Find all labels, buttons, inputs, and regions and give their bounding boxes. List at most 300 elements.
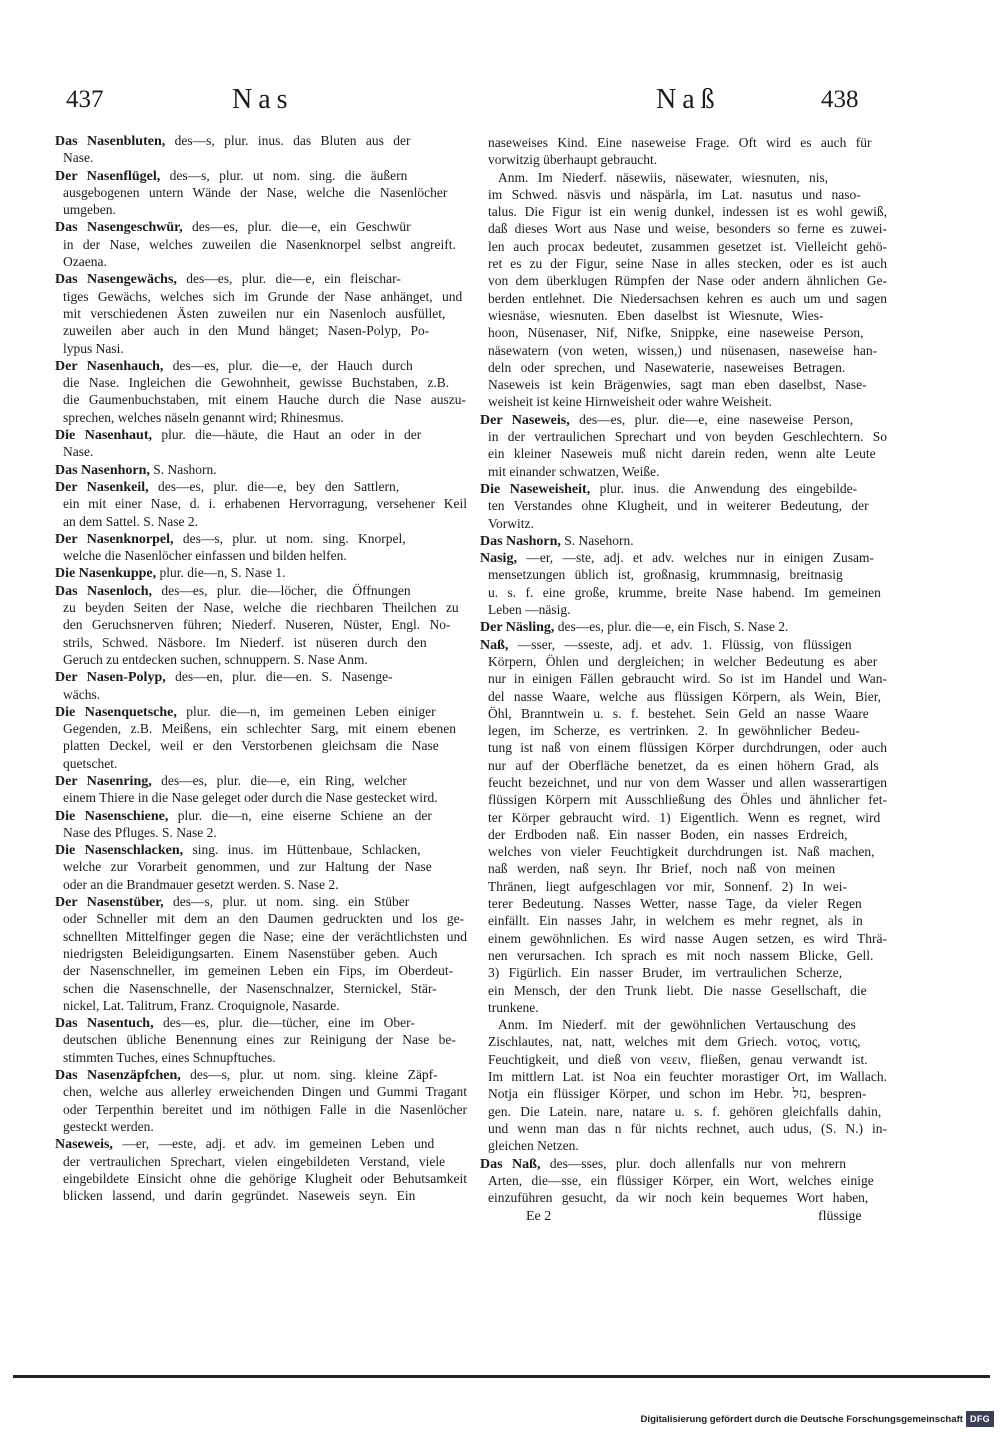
text-line	[480, 1120, 887, 1137]
page-number-left: 437	[66, 86, 104, 113]
entry-text: Nase.	[63, 150, 94, 166]
line-content	[55, 167, 407, 185]
line-content	[488, 428, 887, 445]
text-line	[480, 1085, 887, 1102]
line-content	[63, 391, 466, 408]
line-content	[488, 878, 847, 895]
text-line	[55, 1153, 467, 1170]
line-content	[55, 218, 411, 236]
text-line	[55, 789, 467, 806]
line-content	[63, 1170, 467, 1187]
line-content	[488, 1189, 868, 1206]
line-content	[488, 670, 887, 687]
entry-text: plur. die—n, eine eiserne Schiene an der	[168, 807, 432, 823]
entry-text: talus. Die Figur ist ein wenig dunkel, indessen ist es wohl gewiß,	[488, 204, 887, 220]
text-line	[55, 616, 467, 633]
text-line	[55, 720, 467, 737]
line-content	[63, 1031, 456, 1048]
line-content	[488, 1068, 887, 1085]
running-head-left: Nas	[232, 84, 294, 115]
line-content	[488, 705, 869, 722]
text-line	[55, 1083, 467, 1100]
line-content	[63, 495, 467, 512]
headword: Naseweis,	[55, 1137, 113, 1153]
entry-text: plur. die—n, im gemeinen Leben einiger	[176, 703, 436, 719]
line-content	[55, 357, 413, 375]
entry-text: chen, welche aus allerley erweichenden Dingen und Gummi Tragant	[63, 1084, 467, 1100]
line-content	[55, 461, 217, 479]
line-content	[63, 236, 456, 253]
line-content	[488, 1085, 866, 1102]
text-line	[480, 999, 887, 1016]
line-content	[488, 912, 863, 929]
text-line	[480, 1033, 887, 1050]
line-content	[488, 1172, 874, 1189]
line-content	[488, 463, 659, 480]
entry-text: des—es, plur. die—e, ein Geschwür	[182, 219, 411, 235]
line-content	[488, 964, 842, 981]
dictionary-entry-line	[55, 1135, 467, 1152]
text-line	[55, 495, 467, 512]
entry-text: gleichen Netzen.	[488, 1138, 579, 1154]
line-content	[488, 930, 887, 947]
entry-text: vorwitzig überhaupt gebraucht.	[488, 152, 658, 168]
dictionary-entry-line	[55, 270, 467, 287]
entry-text: den Geruchsnerven führen; Niederf. Nuseren, Nüster, Engl. No-	[63, 617, 451, 633]
text-line	[480, 134, 887, 151]
line-content	[488, 584, 881, 601]
entry-text: des—s, plur. ut nom. sing. kleine Zäpf-	[180, 1067, 438, 1083]
text-line	[55, 1101, 467, 1118]
headword: Das Nashorn,	[480, 533, 561, 549]
entry-text: daß dieses Wort aus Nase und weise, besonders so ferne es zuwei-	[488, 221, 887, 237]
text-line	[55, 201, 467, 218]
entry-text: einzuführen gesucht, da wir noch kein bequemes Wort haben,	[488, 1190, 869, 1206]
dictionary-entry-line	[55, 807, 467, 824]
line-content	[55, 772, 407, 790]
dictionary-entry-line	[55, 1066, 467, 1083]
text-line	[480, 186, 887, 203]
line-content	[63, 409, 344, 426]
entry-text: berden entlehnet. Die Niedersachsen kehren es auch um und sagen	[488, 290, 887, 306]
dictionary-entry-line	[480, 636, 887, 653]
entry-text: Ozaena.	[63, 254, 107, 270]
line-content	[488, 324, 864, 341]
entry-text: deutschen übliche Benennung eines zur Reinigung der Nase be-	[63, 1032, 456, 1048]
text-line	[480, 272, 887, 289]
headword: Das Nasenloch,	[55, 583, 153, 599]
line-content	[488, 359, 845, 376]
headword: Der Nasenstüber,	[55, 895, 164, 911]
headword: Nasig,	[480, 551, 517, 567]
line-content	[488, 203, 887, 220]
dictionary-entry-line	[55, 218, 467, 235]
dictionary-entry-line	[55, 167, 467, 184]
line-content	[488, 186, 861, 203]
text-line	[480, 826, 887, 843]
entry-text: Anm. Im Niederf. mit der gewöhnlichen Vertauschung des	[498, 1017, 856, 1033]
text-line	[480, 238, 887, 255]
text-line	[480, 428, 887, 445]
line-content	[63, 1187, 415, 1204]
text-line	[480, 757, 887, 774]
entry-text: platten Deckel, weil er den Verstorbenen gleichsam die Nase	[63, 738, 439, 754]
text-line	[55, 1031, 467, 1048]
entry-text: einfällt. Ein nasses Jahr, in welchem es mehr regnet, als in	[488, 913, 863, 929]
line-content	[63, 634, 427, 651]
text-line	[480, 878, 887, 895]
line-content	[55, 530, 406, 548]
line-content	[63, 755, 117, 772]
line-content	[488, 774, 887, 791]
text-line	[55, 513, 467, 530]
text-line	[55, 1187, 467, 1204]
text-line	[480, 809, 887, 826]
entry-text: Feuchtigkeit, und dieß von νεειν, fließen, genau verwandt ist.	[488, 1051, 868, 1067]
line-content	[63, 928, 467, 945]
line-content	[488, 497, 869, 514]
text-line	[55, 253, 467, 270]
line-content	[55, 564, 286, 582]
text-line	[480, 1137, 887, 1154]
text-line	[480, 791, 887, 808]
dictionary-entry-line	[55, 564, 467, 581]
headword: Das Nasentuch,	[55, 1016, 154, 1032]
line-content	[488, 809, 880, 826]
line-content	[488, 238, 887, 255]
text-line	[55, 1118, 467, 1135]
line-content	[63, 149, 93, 166]
entry-text: trunkene.	[488, 999, 539, 1015]
running-head-right: Naß	[656, 84, 721, 115]
entry-text: Gegenden, z.B. Meißens, ein schlechter Sarg, mit einem ebenen	[63, 721, 457, 737]
entry-text: Nase des Pfluges. S. Nase 2.	[63, 824, 217, 840]
line-content	[488, 722, 860, 739]
headword: Der Nasenknorpel,	[55, 531, 174, 547]
dictionary-entry-line	[55, 841, 467, 858]
entry-text: des—s, plur. ut nom. sing. Knorpel,	[173, 530, 406, 546]
entry-text: lypus Nasi.	[63, 340, 124, 356]
text-line	[480, 843, 887, 860]
line-content	[55, 668, 393, 686]
entry-text: des—es, plur. die—e, ein fleischar-	[176, 271, 401, 287]
entry-text: näsewatern (von weten, wissen,) und nüsenasen, naseweise han-	[488, 342, 878, 358]
entry-text: ein kleiner Naseweis muß nicht darein reden, wenn alte Leute	[488, 446, 876, 462]
line-content	[63, 980, 437, 997]
text-line	[480, 705, 887, 722]
line-content	[480, 532, 634, 550]
text-line	[55, 876, 467, 893]
text-line	[480, 566, 887, 583]
text-line	[480, 393, 887, 410]
text-line	[480, 497, 887, 514]
entry-text: hoon, Nüsenaser, Nif, Nifke, Snippke, eine naseweise Person,	[488, 325, 864, 341]
line-content	[55, 841, 420, 859]
headword: Das Nasengeschwür,	[55, 220, 183, 236]
line-content	[55, 582, 411, 600]
entry-text: welches von vieler Feuchtigkeit durchdrungen ist. Naß machen,	[488, 844, 875, 860]
line-content	[55, 132, 410, 150]
entry-text: —sser, —sseste, adj. et adv. 1. Flüssig, von flüssigen	[508, 636, 852, 652]
entry-text: plur. die—häute, die Haut an oder in der	[152, 427, 422, 443]
text-line	[55, 409, 467, 426]
entry-text: del nasse Waare, welche aus flüssigen Körpern, als Wein, Bier,	[488, 688, 882, 704]
line-content	[488, 255, 887, 272]
line-content	[488, 220, 887, 237]
text-line	[55, 910, 467, 927]
text-line	[55, 858, 467, 875]
text-line	[55, 945, 467, 962]
entry-text: des—es, plur. die—e, bey den Sattlern,	[148, 478, 400, 494]
entry-text: flüssigen Körpern mit Ausschließung des Öhles und ähnlicher fet-	[488, 792, 887, 808]
line-content	[488, 1051, 868, 1068]
entry-text: in der vertraulichen Sprechart und von beyden Geschlechtern. So	[488, 429, 887, 445]
text-line	[480, 515, 887, 532]
dictionary-entry-line	[55, 772, 467, 789]
text-line	[480, 895, 887, 912]
text-line	[480, 445, 887, 462]
footer-rule	[13, 1375, 990, 1378]
dictionary-entry-line	[480, 618, 887, 635]
line-content	[63, 1118, 154, 1135]
entry-text: —er, —este, adj. et adv. im gemeinen Leben und	[112, 1136, 435, 1152]
entry-text: mit einander schwatzen, Weiße.	[488, 463, 660, 479]
entry-text: ret es zu der Figur, seine Nase in alles stecken, oder es ist auch	[488, 256, 887, 272]
entry-text: und wenn man das n für nichts rechnet, auch udus, (S. N.) in-	[488, 1120, 887, 1136]
line-content	[55, 1014, 415, 1032]
dictionary-entry-line	[55, 461, 467, 478]
line-content	[488, 982, 867, 999]
line-content	[488, 947, 873, 964]
entry-text: des—s, plur. inus. das Bluten aus der	[165, 133, 411, 148]
line-content	[488, 342, 877, 359]
line-content	[63, 443, 93, 460]
entry-text: des—en, plur. die—en. S. Nasenge-	[165, 669, 393, 685]
entry-text: ein Mensch, der den Trunk liebt. Die nasse Gesellschaft, die	[488, 982, 867, 998]
line-content	[488, 860, 835, 877]
entry-text: sing. inus. im Hüttenbaue, Schlacken,	[183, 842, 421, 858]
text-line	[55, 651, 467, 668]
line-content	[63, 184, 447, 201]
text-line	[55, 824, 467, 841]
text-line	[480, 964, 887, 981]
line-content	[488, 1103, 881, 1120]
text-line	[480, 1189, 887, 1206]
dictionary-entry-line	[55, 1014, 467, 1031]
text-line	[480, 1051, 887, 1068]
entry-text: des—es, plur. die—tücher, eine im Ober-	[153, 1015, 415, 1031]
text-line	[480, 912, 887, 929]
line-content	[63, 858, 432, 875]
text-line	[480, 342, 887, 359]
entry-text: in der Nase, welches zuweilen die Nasenknorpel selbst angreift.	[63, 236, 456, 252]
entry-text: wiesnäse, wiesnuten. Eben daselbst ist Wiesnute, Wies-	[488, 307, 824, 323]
headword: Der Nasenkeil,	[55, 479, 149, 495]
entry-text: umgeben.	[63, 202, 116, 218]
text-line	[480, 255, 887, 272]
entry-text: deln oder sprechen, und Nasewaterie, naseweises Betragen.	[488, 359, 846, 375]
line-content	[488, 566, 843, 583]
signature-mark: Ee 2	[526, 1209, 552, 1224]
line-content	[63, 305, 445, 322]
line-content	[63, 374, 449, 391]
line-content	[488, 791, 887, 808]
entry-text: der Erdboden naß. Ein nasser Boden, ein nasses Erdreich,	[488, 826, 848, 842]
entry-text: nur auf der Oberfläche benetzet, da es einen höhern Grad, als	[488, 757, 879, 773]
entry-text: S. Nashorn.	[149, 461, 217, 477]
line-content	[488, 1033, 861, 1050]
text-line	[480, 601, 887, 618]
line-content	[55, 807, 432, 825]
text-line	[480, 688, 887, 705]
text-line	[55, 962, 467, 979]
line-content	[480, 411, 853, 429]
dictionary-entry-line	[480, 480, 887, 497]
line-content	[488, 290, 887, 307]
line-content	[488, 376, 867, 393]
text-line	[55, 980, 467, 997]
line-content	[498, 169, 828, 186]
text-line	[480, 739, 887, 756]
entry-text: schen die Nasenschnelle, der Nasenschnalzer, Sternickel, Stär-	[63, 980, 437, 996]
text-line	[480, 1103, 887, 1120]
headword: Das Naß,	[480, 1156, 541, 1172]
text-line	[55, 322, 467, 339]
headword: Das Nasengewächs,	[55, 272, 177, 288]
line-content	[55, 893, 409, 911]
entry-text: Anm. Im Niederf. näsewiis, näsewater, wiesnuten, nis,	[498, 169, 829, 185]
dictionary-entry-line	[55, 703, 467, 720]
line-content	[63, 201, 116, 218]
line-content	[63, 513, 198, 530]
line-content	[488, 999, 539, 1016]
line-content	[488, 151, 657, 168]
line-content	[55, 426, 421, 444]
entry-text: naß werden, naß seyn. Ihr Brief, noch naß von meinen	[488, 861, 836, 877]
line-content	[488, 307, 823, 324]
entry-text: zu beyden Seiten der Nase, welche die riechbaren Theilchen zu	[63, 600, 459, 616]
entry-text: plur. inus. die Anwendung des eingebilde-	[590, 480, 858, 496]
headword: Die Nasenquetsche,	[55, 704, 177, 720]
line-content	[63, 824, 217, 841]
text-line	[480, 220, 887, 237]
entry-text: gesteckt werden.	[63, 1118, 154, 1134]
entry-text: Geruch zu entdecken suchen, schnuppern. S. Nase Anm.	[63, 651, 368, 667]
headword: Der Nasenring,	[55, 773, 152, 789]
text-line	[55, 737, 467, 754]
entry-text: Körpern, Öhlen und dergleichen; in welcher Bedeutung es aber	[488, 653, 878, 669]
line-content	[480, 480, 857, 498]
entry-text: ten Verstandes ohne Klugheit, und in weiterer Bedeutung, der	[488, 498, 869, 514]
text-line	[55, 599, 467, 616]
entry-text: sprechen, welches näseln genannt wird; Rhinesmus.	[63, 409, 344, 425]
text-line	[480, 359, 887, 376]
text-line	[55, 374, 467, 391]
text-line	[480, 376, 887, 393]
dictionary-entry-line	[55, 893, 467, 910]
line-content	[63, 1049, 276, 1066]
catchword: flüssige	[818, 1209, 862, 1224]
entry-text: einem gewöhnlichen. Es wird nasse Augen setzen, es wird Thrä-	[488, 930, 887, 946]
dictionary-entry-line	[480, 532, 887, 549]
entry-text: an dem Sattel. S. Nase 2.	[63, 513, 198, 529]
text-line	[480, 169, 887, 186]
dictionary-entry-line	[55, 357, 467, 374]
entry-text: des—es, plur. die—e, eine naseweise Person,	[569, 411, 854, 427]
entry-text: oder Terpenthin bereitet und im nöthigen Falle in die Nasenlöcher	[63, 1101, 467, 1117]
headword: Das Nasenhorn,	[55, 462, 150, 478]
entry-text: mit verschiedenen Ästen zuweilen nur ein Nasenloch ausfüllet,	[63, 305, 446, 321]
line-content	[63, 340, 124, 357]
text-line	[55, 1170, 467, 1187]
entry-text: nickel, Lat. Talitrum, Franz. Croquignole, Nasarde.	[63, 997, 340, 1013]
headword: Das Nasenbluten,	[55, 134, 166, 149]
text-line	[480, 653, 887, 670]
headword: Die Nasenkuppe,	[55, 566, 157, 582]
dictionary-entry-line	[480, 1155, 887, 1172]
line-content	[63, 651, 368, 668]
line-content	[488, 272, 887, 289]
entry-text: des—es, plur. die—e, ein Ring, welcher	[151, 772, 407, 788]
entry-text: Thränen, liegt aufgeschlagen vor mir, Sonnenf. 2) In wei-	[488, 878, 847, 894]
entry-text: legen, im Scherze, es vertrinken. 2. In gewöhnlicher Bedeu-	[488, 723, 860, 739]
line-content	[488, 134, 872, 151]
line-content	[63, 910, 464, 927]
line-content	[488, 826, 848, 843]
line-content	[63, 547, 347, 564]
headword: Der Nasenflügel,	[55, 168, 161, 184]
line-content	[488, 1137, 579, 1154]
dfg-logo: DFG	[966, 1411, 994, 1427]
text-line	[480, 982, 887, 999]
text-line	[55, 236, 467, 253]
text-line	[480, 670, 887, 687]
entry-text: 3) Figürlich. Ein nasser Bruder, im vertraulichen Scherze,	[488, 965, 843, 981]
entry-text: gen. Die Latein. nare, natare u. s. f. gehören gleichfalls dahin,	[488, 1103, 882, 1119]
text-line	[480, 947, 887, 964]
text-line	[480, 584, 887, 601]
text-line	[480, 722, 887, 739]
line-content	[488, 739, 887, 756]
entry-text: wächs.	[63, 686, 101, 702]
text-line	[480, 463, 887, 480]
text-line	[55, 1049, 467, 1066]
line-content	[63, 616, 450, 633]
entry-text: niedrigsten Beleidigungsarten. Einem Nasenstüber geben. Auch	[63, 945, 438, 961]
line-content	[480, 618, 788, 636]
text-line	[480, 151, 887, 168]
entry-text: tiges Gewächs, welches sich im Grunde der Nase anhänget, und	[63, 288, 463, 304]
entry-text: des—es, plur. die—e, ein Fisch, S. Nase 2.	[554, 619, 789, 635]
line-content	[63, 962, 453, 979]
entry-text: nen verursachen. Ich sprach es mit noch nassem Blicke, Gell.	[488, 947, 874, 963]
entry-text: weisheit ist keine Hirnweisheit oder wahre Weisheit.	[488, 394, 772, 410]
entry-text: —er, —ste, adj. et adv. welches nur in einigen Zusam-	[516, 550, 874, 566]
line-content	[63, 288, 462, 305]
text-line	[55, 755, 467, 772]
page-number-right: 438	[821, 86, 859, 113]
line-content	[63, 945, 438, 962]
dictionary-entry-line	[480, 411, 887, 428]
dictionary-entry-line	[480, 549, 887, 566]
line-content	[488, 393, 772, 410]
line-content	[63, 1101, 467, 1118]
text-line	[55, 391, 467, 408]
text-line	[55, 288, 467, 305]
line-content	[488, 843, 875, 860]
entry-text: oder an die Brandmauer gesetzt werden. S. Nase 2.	[63, 876, 339, 892]
line-content	[488, 895, 862, 912]
